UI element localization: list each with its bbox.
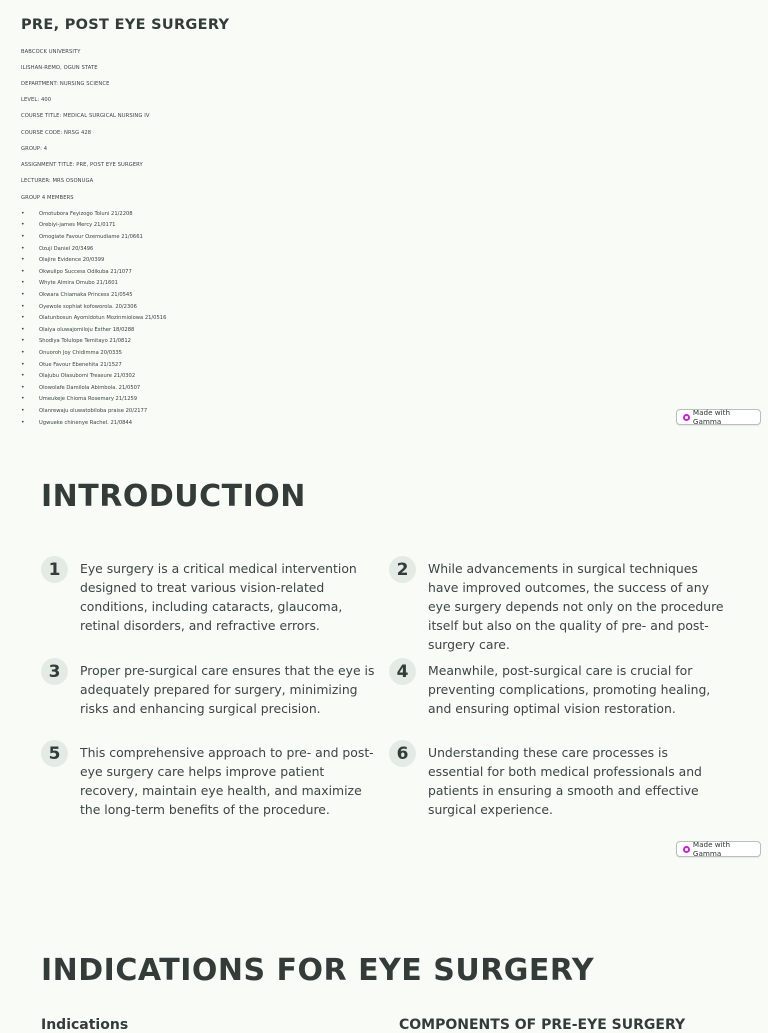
course-code-line: COURSE CODE: NRSG 428 xyxy=(21,130,92,136)
bullet-icon: • xyxy=(21,407,25,414)
university-line: BABCOCK UNIVERSITY xyxy=(21,49,81,55)
bullet-icon: • xyxy=(21,395,25,402)
member-name: Omogiate Favour Ozemudiame 21/0661 xyxy=(39,234,143,240)
member-name: Olanrewaju oluwatobiloba praise 20/2177 xyxy=(39,408,148,414)
cover-title: PRE, POST EYE SURGERY xyxy=(21,17,230,33)
cover-slide xyxy=(0,0,768,440)
made-with-gamma-badge[interactable] xyxy=(676,841,761,857)
member-name: Otue Favour Ebenehita 21/1527 xyxy=(39,362,122,368)
bullet-icon: • xyxy=(21,349,25,356)
member-name: Olaiya oluwajomiloju Esther 18/0288 xyxy=(39,327,135,333)
bullet-icon: • xyxy=(21,291,25,298)
intro-item-text: Eye surgery is a critical medical intervention designed to treat various vision-related conditions, including cataracts, glaucoma, retinal disorders, and refractive errors. xyxy=(80,561,357,633)
member-name: Ozuji Daniel 20/3496 xyxy=(39,246,94,252)
member-name: Umeukeje Chioma Rosemary 21/1259 xyxy=(39,396,138,402)
member-name: Olatunbosun Ayomidotun Mozinmiolowa 21/0516 xyxy=(39,315,167,321)
intro-item-text: Understanding these care processes is essential for both medical professionals and patients in ensuring a smooth and effective surgical experience. xyxy=(428,745,702,817)
member-name: Onuoroh Joy Chidimma 20/0335 xyxy=(39,350,122,356)
member-name: Olajubu Olasubomi Treasure 21/0302 xyxy=(39,373,136,379)
intro-item-text: While advancements in surgical techniques have improved outcomes, the success of any eye surgery depends not only on the procedure itself but also on the quality of pre- and post-surgery care. xyxy=(428,561,724,652)
member-name: Omotubora Feyizogo Toluni 21/2208 xyxy=(39,211,133,217)
members-heading: GROUP 4 MEMBERS xyxy=(21,195,74,201)
member-name: Shodiya Tolulope Temitayo 21/0812 xyxy=(39,338,131,344)
bullet-icon: • xyxy=(21,337,25,344)
number-badge: 4 xyxy=(389,658,416,685)
bullet-icon: • xyxy=(21,314,25,321)
badge-label: Made with Gamma xyxy=(692,408,731,426)
member-name: Whyte Almira Omubo 21/1601 xyxy=(39,280,118,286)
bullet-icon: • xyxy=(21,326,25,333)
department-line: DEPARTMENT: NURSING SCIENCE xyxy=(21,81,110,87)
number-badge: 5 xyxy=(41,740,68,767)
member-name: Orebiyi-james Mercy 21/0171 xyxy=(39,222,116,228)
bullet-icon: • xyxy=(21,303,25,310)
bullet-icon: • xyxy=(21,256,25,263)
bullet-icon: • xyxy=(21,419,25,426)
lecturer-line: LECTURER: MRS OSONUGA xyxy=(21,178,94,184)
indications-heading: Indications xyxy=(41,1017,129,1033)
gamma-logo-icon xyxy=(683,846,690,853)
bullet-icon: • xyxy=(21,279,25,286)
intro-item-text: Proper pre-surgical care ensures that the eye is adequately prepared for surgery, minimizing risks and enhancing surgical precision. xyxy=(80,663,375,716)
badge-label: Made with Gamma xyxy=(692,840,731,858)
member-name: Olowolafe Damilola Abimbola. 21/0507 xyxy=(39,385,141,391)
member-name: Olajire Evidence 20/0399 xyxy=(39,257,105,263)
bullet-icon: • xyxy=(21,245,25,252)
number-badge: 1 xyxy=(41,556,68,583)
made-with-gamma-badge[interactable] xyxy=(676,409,761,425)
member-name: Okwulipo Success Odikuba 21/1077 xyxy=(39,269,132,275)
intro-item-text: This comprehensive approach to pre- and post-eye surgery care helps improve patient recovery, maintain eye health, and maximize the long-term benefits of the procedure. xyxy=(80,745,374,817)
bullet-icon: • xyxy=(21,210,25,217)
components-heading: COMPONENTS OF PRE-EYE SURGERY xyxy=(399,1017,686,1033)
gamma-logo-icon xyxy=(683,414,690,421)
number-badge: 2 xyxy=(389,556,416,583)
assignment-title-line: ASSIGNMENT TITLE: PRE, POST EYE SURGERY xyxy=(21,162,143,168)
bullet-icon: • xyxy=(21,361,25,368)
intro-item-text: Meanwhile, post-surgical care is crucial for preventing complications, promoting healing, and ensuring optimal vision restoration. xyxy=(428,663,711,716)
indications-title: INDICATIONS FOR EYE SURGERY xyxy=(41,953,595,988)
bullet-icon: • xyxy=(21,268,25,275)
group-line: GROUP: 4 xyxy=(21,146,48,152)
course-title-line: COURSE TITLE: MEDICAL SURGICAL NURSING IV xyxy=(21,113,150,119)
location-line: ILISHAN-REMO, OGUN STATE xyxy=(21,65,98,71)
number-badge: 3 xyxy=(41,658,68,685)
bullet-icon: • xyxy=(21,372,25,379)
introduction-title: INTRODUCTION xyxy=(41,479,306,514)
number-badge: 6 xyxy=(389,740,416,767)
member-name: Ugwueke chinenye Rachel. 21/0844 xyxy=(39,420,133,426)
bullet-icon: • xyxy=(21,221,25,228)
bullet-icon: • xyxy=(21,384,25,391)
bullet-icon: • xyxy=(21,233,25,240)
level-line: LEVEL: 400 xyxy=(21,97,52,103)
member-name: Okwara Chiamaka Princess 21/0545 xyxy=(39,292,133,298)
member-name: Oyewole sophiat kofoworola. 20/2306 xyxy=(39,304,137,310)
